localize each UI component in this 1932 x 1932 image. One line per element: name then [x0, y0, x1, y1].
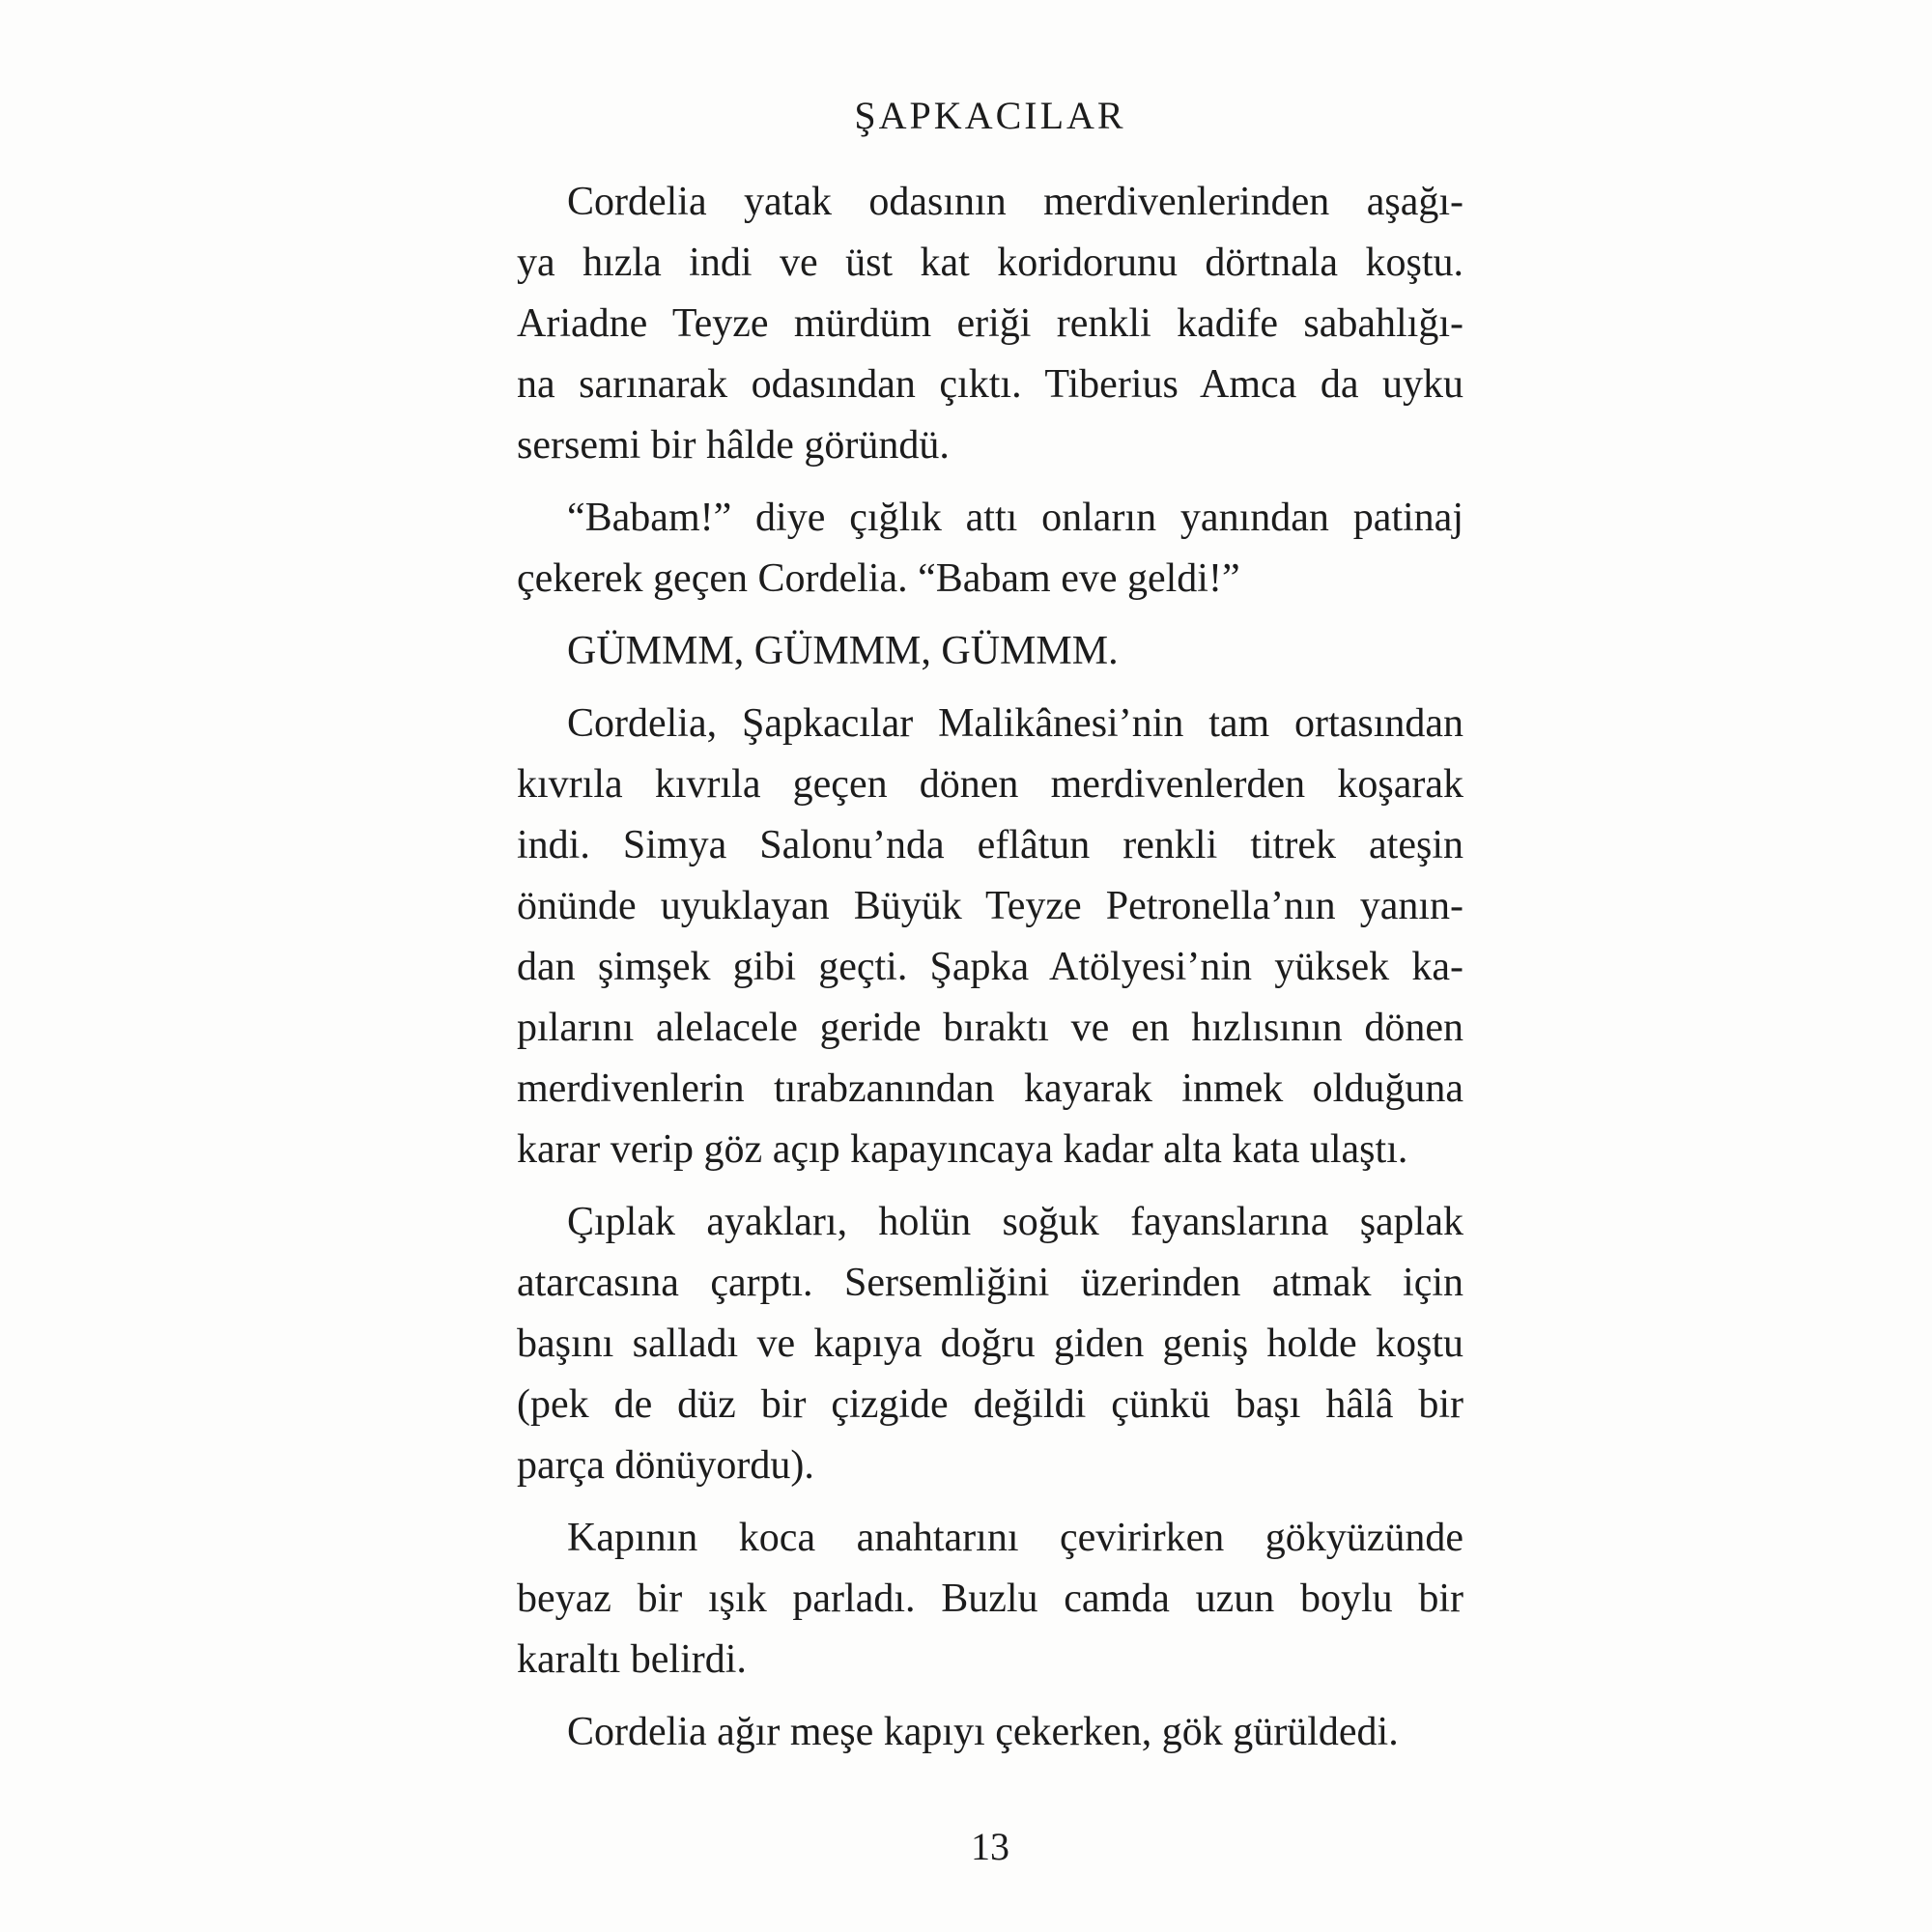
paragraph: [517, 621, 1463, 682]
text-line: karar verip göz açıp kapayıncaya kadar alta kata ulaştı.: [517, 1127, 1408, 1172]
text-line: ya hızla indi ve üst kat koridorunu dörtnala koştu.: [517, 241, 1463, 285]
running-header-title: ŞAPKACILAR: [854, 94, 1126, 137]
text-line: GÜMMM, GÜMMM, GÜMMM.: [567, 629, 1119, 673]
text-line: kıvrıla kıvrıla geçen dönen merdivenlerden koşarak: [517, 762, 1463, 807]
text-line: Cordelia yatak odasının merdivenlerinden aşağı-: [567, 180, 1463, 224]
paragraph: [517, 1192, 1463, 1496]
paragraph: [517, 694, 1463, 1180]
text-line: karaltı belirdi.: [517, 1637, 747, 1682]
text-line: çekerek geçen Cordelia. “Babam eve geldi!”: [517, 556, 1240, 601]
paragraph: [517, 1508, 1463, 1690]
text-line: Çıplak ayakları, holün soğuk fayanslarına şaplak: [567, 1200, 1463, 1244]
text-line: beyaz bir ışık parladı. Buzlu camda uzun boylu bir: [517, 1577, 1463, 1621]
page-number: 13: [971, 1825, 1009, 1868]
text-line: Cordelia ağır meşe kapıyı çekerken, gök gürüldedi.: [567, 1710, 1399, 1754]
text-line: atarcasına çarptı. Sersemliğini üzerinden atmak için: [517, 1261, 1463, 1305]
paragraph: [517, 1702, 1463, 1763]
text-line: merdivenlerin tırabzanından kayarak inmek olduğuna: [517, 1066, 1463, 1111]
text-line: na sarınarak odasından çıktı. Tiberius Amca da uyku: [517, 362, 1463, 407]
text-line: Kapının koca anahtarını çevirirken gökyüzünde: [567, 1516, 1463, 1560]
paragraph: [517, 172, 1463, 476]
text-line: önünde uyuklayan Büyük Teyze Petronella’nın yanın-: [517, 884, 1463, 928]
paragraph: [517, 488, 1463, 610]
body-text: [517, 172, 1463, 1763]
text-line: dan şimşek gibi geçti. Şapka Atölyesi’nin yüksek ka-: [517, 945, 1463, 989]
text-line: parça dönüyordu).: [517, 1443, 814, 1488]
text-line: sersemi bir hâlde göründü.: [517, 423, 950, 468]
text-line: “Babam!” diye çığlık attı onların yanından patinaj: [567, 496, 1463, 540]
text-line: Cordelia, Şapkacılar Malikânesi’nin tam ortasından: [567, 701, 1463, 746]
text-line: pılarını alelacele geride bıraktı ve en hızlısının dönen: [517, 1006, 1463, 1050]
text-line: (pek de düz bir çizgide değildi çünkü başı hâlâ bir: [517, 1382, 1463, 1427]
text-line: indi. Simya Salonu’nda eflâtun renkli titrek ateşin: [517, 823, 1463, 867]
text-line: Ariadne Teyze mürdüm eriği renkli kadife sabahlığı-: [517, 301, 1463, 346]
text-line: başını salladı ve kapıya doğru giden geniş holde koştu: [517, 1321, 1463, 1366]
